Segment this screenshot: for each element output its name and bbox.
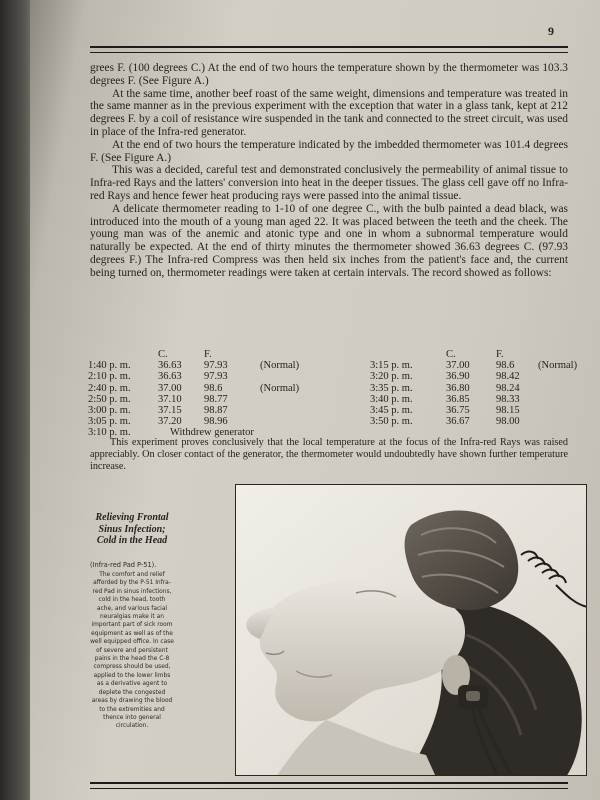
header-fahrenheit: F. <box>204 349 212 360</box>
patient-photo-illustration <box>236 485 587 776</box>
reading-note: (Normal) <box>260 360 300 372</box>
reading-celsius: 36.90 <box>446 371 470 383</box>
reading-time: 3:20 p. m. <box>370 371 413 383</box>
reading-time: 2:40 p. m. <box>88 382 131 394</box>
conclusion-paragraph: This experiment proves conclusively that the local temperature at the focus of the Infra-red Rays was raised appreciably. On closer contact of the generator, the thermometer would undoubtedly have shown further temperature increase. <box>90 437 568 472</box>
reading-note: Withdrew generator <box>170 427 254 438</box>
reading-row <box>370 416 577 427</box>
reading-note <box>538 371 577 382</box>
reading-note <box>538 405 577 416</box>
reading-celsius: 36.85 <box>446 393 470 405</box>
reading-note <box>260 405 299 416</box>
paragraph: This was a decided, careful test and demonstrated conclusively the permeability of animal tissue to Infra-red Rays and the latters' conversion into heat in the deeper tissues. The glass cell gave off no Infra-red Rays and hence fewer heat producing rays were passed into the animal tissue. <box>90 164 568 202</box>
reading-time: 3:40 p. m. <box>370 393 413 405</box>
reading-note: (Normal) <box>260 382 300 394</box>
reading-fahrenheit: 98.00 <box>496 416 520 428</box>
reading-time: 3:35 p. m. <box>370 382 413 394</box>
reading-note <box>260 371 299 382</box>
caption-subtitle: (Infra-red Pad P-51). <box>90 560 157 569</box>
paragraph: A delicate thermometer reading to 1-10 of one degree C., with the bulb painted a dead black, was introduced into the mouth of a young man aged 22. It was placed between the teeth and the cheek. The young man was of the anemic and atonic type and one in whom a subnormal temperature would naturally be expected. At the end of thirty minutes the thermometer showed 36.63 degrees C. (97.93 degrees F.) The Infra-red Compress was then held six inches from the patient's face and, the current being turned on, thermometer readings were taken at certain intervals. The record showed as follows: <box>90 202 568 279</box>
reading-celsius: 36.63 <box>158 360 182 372</box>
reading-celsius: 37.15 <box>158 405 182 417</box>
reading-time: 3:50 p. m. <box>370 416 413 428</box>
reading-row <box>370 360 577 371</box>
reading-time: 1:40 p. m. <box>88 360 131 372</box>
reading-row <box>88 371 299 382</box>
reading-celsius: 36.63 <box>158 371 182 383</box>
reading-time: 3:10 p. m. <box>88 427 131 438</box>
reading-time: 2:50 p. m. <box>88 393 131 405</box>
reading-celsius: 37.00 <box>446 360 470 372</box>
paragraph: At the same time, another beef roast of the same weight, dimensions and temperature was treated in the same manner as in the previous experiment with the exception that water in a glass tank, kept at 212 degrees F. by a coil of resistance wire suspended in the tank and connected to the street circuit, was used in place of the Infra-red generator. <box>90 87 568 138</box>
reading-row <box>370 371 577 382</box>
reading-time: 3:00 p. m. <box>88 405 131 417</box>
paragraph: grees F. (100 degrees C.) At the end of two hours the temperature shown by the thermometer was 103.3 degrees F. (See Figure A.) <box>90 62 568 87</box>
bottom-rule-thin <box>90 788 568 789</box>
readings-right-column <box>370 349 577 427</box>
header-celsius: C. <box>446 349 456 360</box>
readings-left-column <box>88 349 300 438</box>
bottom-rule-thick <box>90 782 568 784</box>
book-page <box>30 0 600 800</box>
reading-row <box>370 394 577 405</box>
header-fahrenheit: F. <box>496 349 504 360</box>
reading-fahrenheit: 98.15 <box>496 405 520 417</box>
reading-celsius: 37.00 <box>158 382 182 394</box>
reading-fahrenheit: 98.96 <box>204 416 228 428</box>
top-rule-thick <box>90 46 568 48</box>
reading-time: 3:45 p. m. <box>370 405 413 417</box>
reading-time: 3:05 p. m. <box>88 416 131 428</box>
reading-fahrenheit: 98.87 <box>204 405 228 417</box>
reading-fahrenheit: 98.24 <box>496 382 520 394</box>
reading-fahrenheit: 98.77 <box>204 393 228 405</box>
reading-note: (Normal) <box>538 360 578 372</box>
reading-time: 3:15 p. m. <box>370 360 413 372</box>
reading-note <box>260 416 299 427</box>
reading-fahrenheit: 97.93 <box>204 360 228 372</box>
reading-fahrenheit: 98.6 <box>496 360 515 372</box>
top-rule-thin <box>90 52 568 53</box>
reading-row <box>88 383 299 394</box>
reading-celsius: 36.75 <box>446 405 470 417</box>
reading-row <box>88 416 299 427</box>
header-celsius: C. <box>158 349 168 360</box>
reading-fahrenheit: 97.93 <box>204 371 228 383</box>
reading-fahrenheit: 98.33 <box>496 393 520 405</box>
caption-title: Relieving Frontal Sinus Infection; Cold in the Head <box>95 512 169 546</box>
reading-celsius: 37.10 <box>158 393 182 405</box>
reading-celsius: 36.67 <box>446 416 470 428</box>
photo-caption <box>90 512 174 731</box>
reading-celsius: 36.80 <box>446 382 470 394</box>
reading-note <box>538 394 577 405</box>
reading-note <box>260 394 299 405</box>
reading-row <box>370 383 577 394</box>
reading-celsius: 37.20 <box>158 416 182 428</box>
reading-row <box>88 360 299 371</box>
body-text <box>90 62 568 280</box>
reading-fahrenheit: 98.42 <box>496 371 520 383</box>
reading-row <box>88 394 299 405</box>
reading-time: 2:10 p. m. <box>88 371 131 383</box>
reading-note <box>538 383 577 394</box>
reading-row <box>370 405 577 416</box>
photo-patient-with-infra-red-pad <box>235 484 587 776</box>
caption-body: The comfort and relief afforded by the P-51 Infra-red Pad in sinus infections, cold in the head, tooth ache, and various facial neuralgias make it an important part of sick room equipment as well as of the well equipped office. In case of severe and persistent pains in the head the C-8 compress should be used, applied to the lower limbs as a derivative agent to deplete the congested areas by drawing the blood to the extremities and thence into general circulation. <box>90 572 174 730</box>
page-number: 9 <box>548 24 554 38</box>
reading-fahrenheit: 98.6 <box>204 382 223 394</box>
paragraph: At the end of two hours the temperature indicated by the imbedded thermometer was 101.4 degrees F. (See Figure A.) <box>90 138 568 164</box>
reading-note <box>538 416 577 427</box>
reading-row <box>88 405 299 416</box>
